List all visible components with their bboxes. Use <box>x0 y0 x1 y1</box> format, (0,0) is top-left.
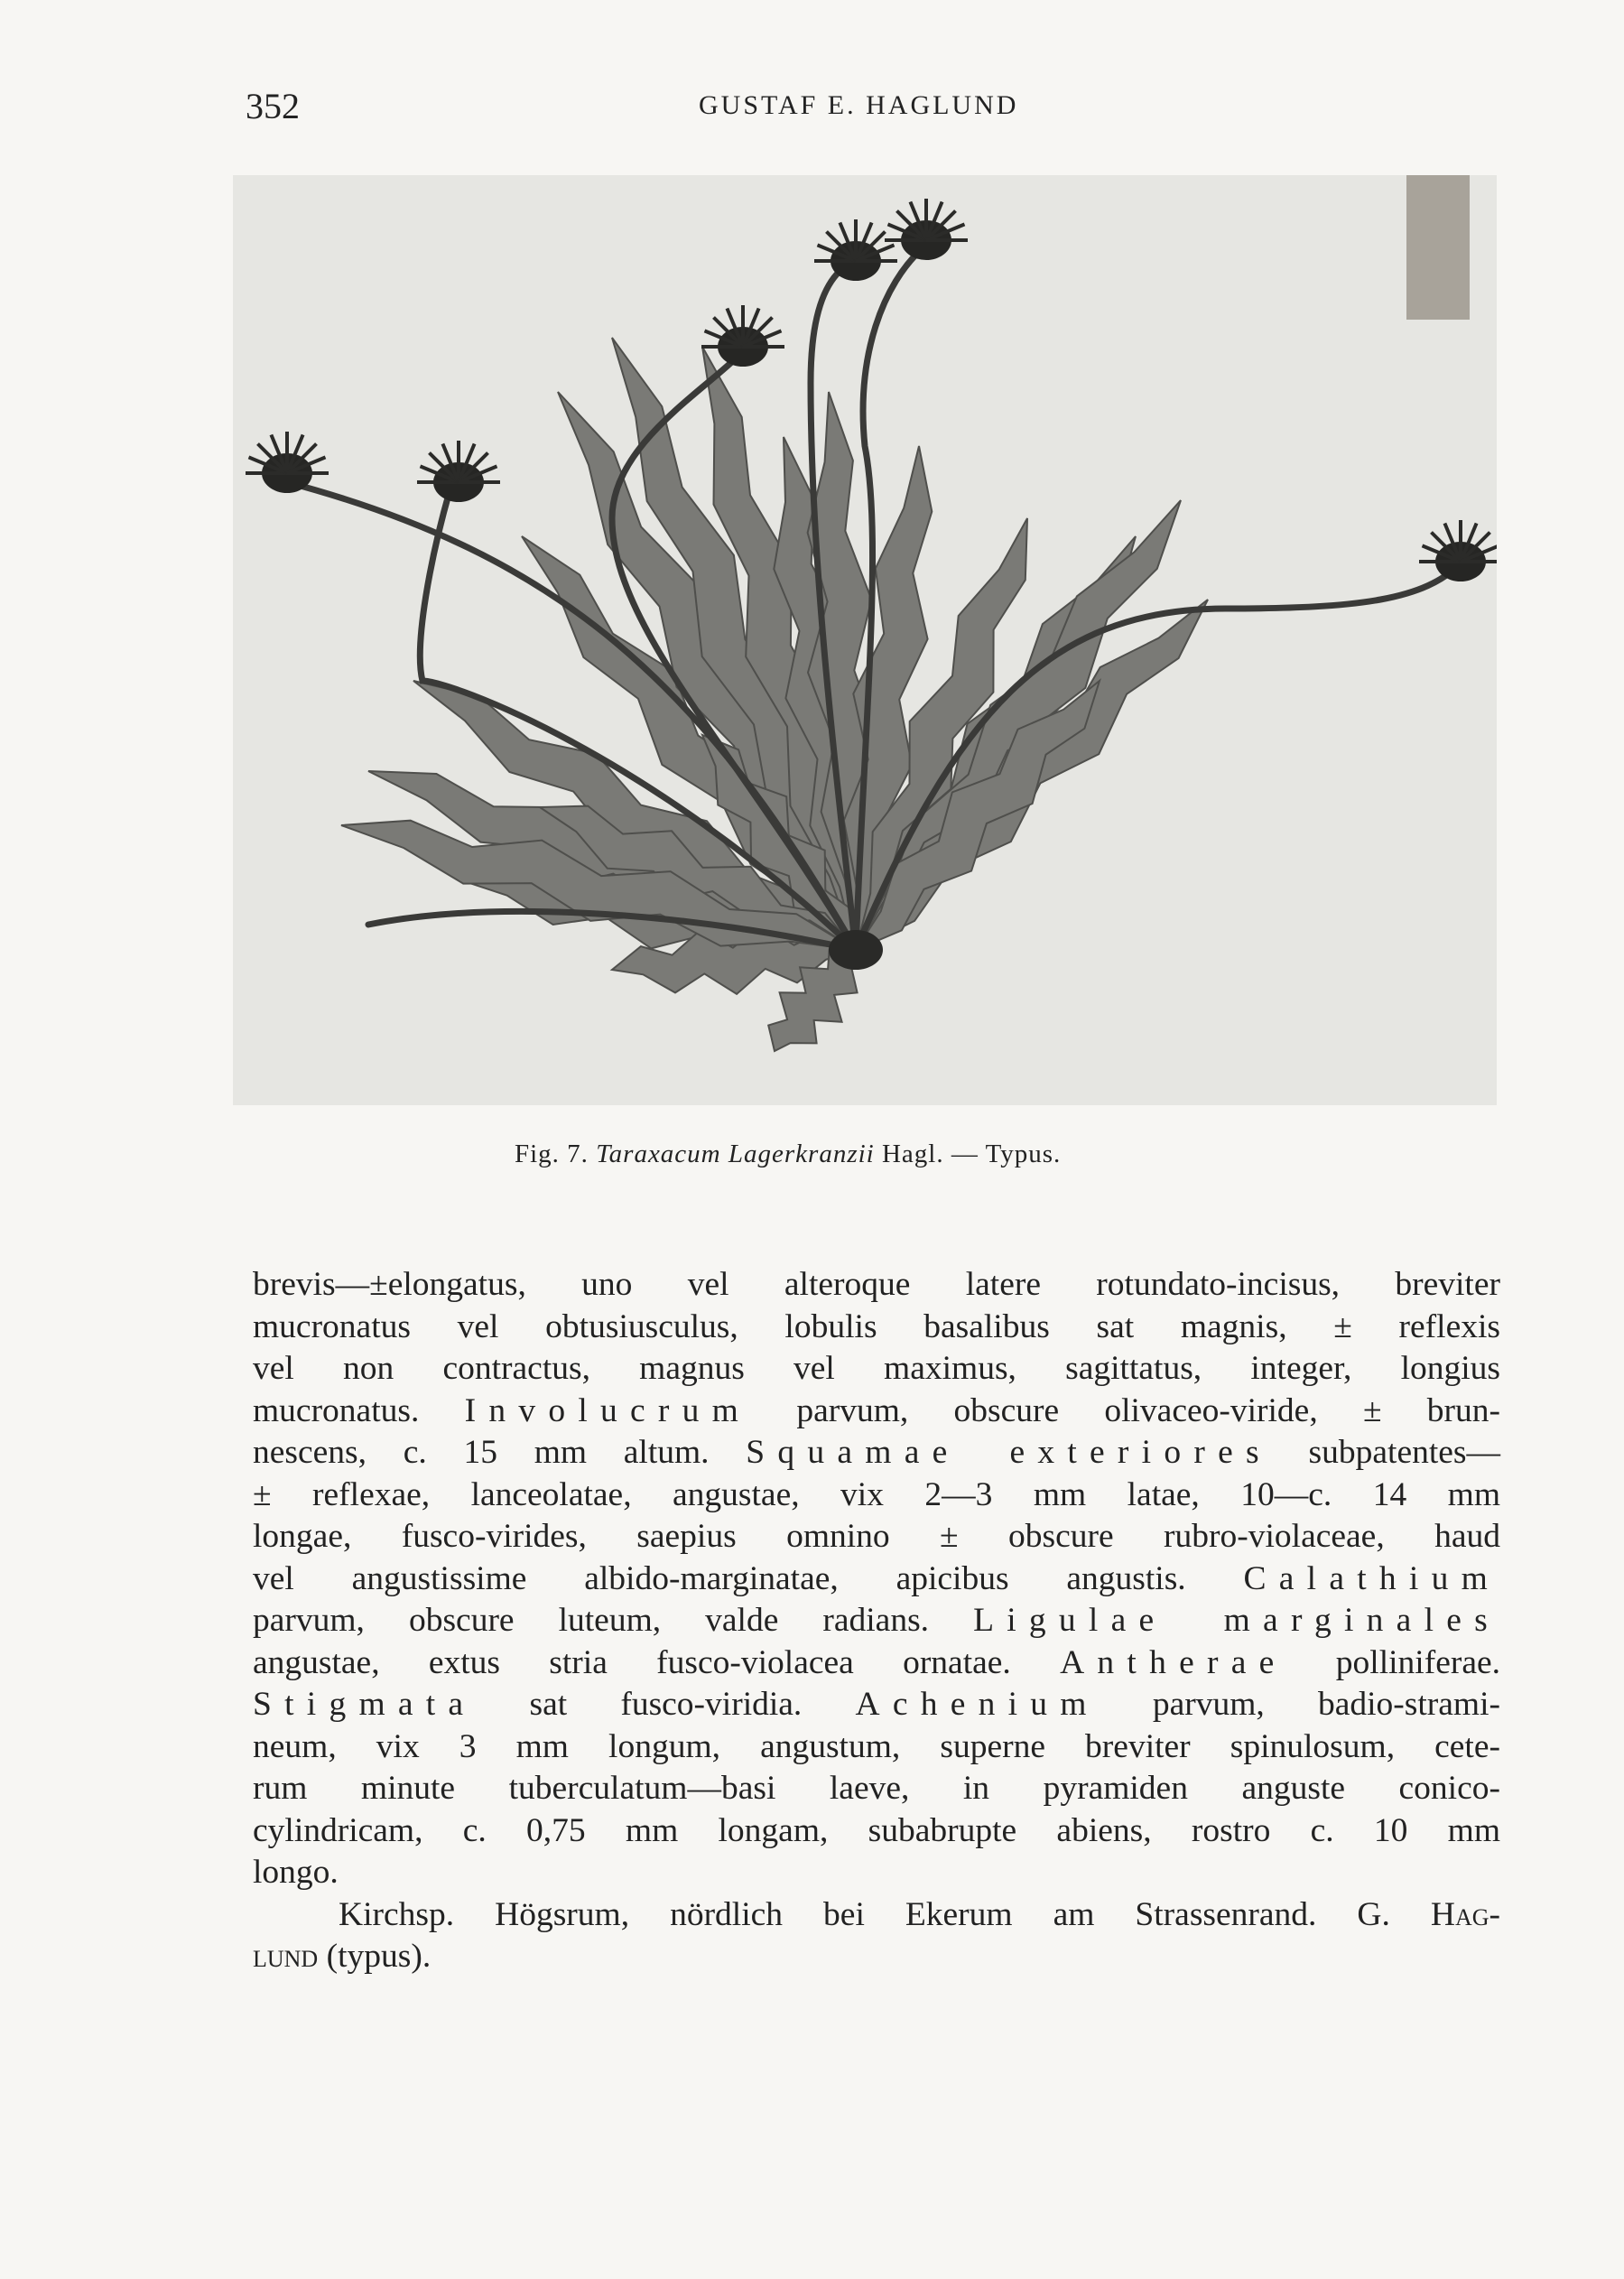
caption-dash: — <box>951 1140 979 1168</box>
text-line: neum, vix 3 mm longum, angustum, superne breviter spinulosum, cete- <box>253 1727 1500 1765</box>
text-line <box>253 1642 1500 1685</box>
text-line <box>253 1432 1500 1474</box>
author-name-smallcaps: lund <box>253 1938 319 1975</box>
specimen-photograph <box>233 175 1497 1105</box>
text-line: cylindricam, c. 0,75 mm longam, subabrupte abiens, rostro c. 10 mm <box>253 1811 1500 1849</box>
figure-label: Fig. 7. <box>515 1140 589 1168</box>
description-text <box>253 1264 1500 1978</box>
spaced-term-ligulae: Ligulae marginales <box>973 1602 1500 1639</box>
text-run: parvum, obscure luteum, valde radians. <box>253 1602 930 1639</box>
label-strip <box>1406 175 1470 320</box>
text-line: mucronatus vel obtusiusculus, lobulis basalibus sat magnis, ± reflexis <box>253 1307 1500 1345</box>
text-line: rum minute tuberculatum—basi laeve, in pyramiden anguste conico- <box>253 1770 1500 1807</box>
text-run: sat fusco-viridia. <box>529 1686 803 1723</box>
spaced-term-achenium: Achenium <box>855 1686 1100 1723</box>
type-label: Typus. <box>985 1140 1062 1168</box>
root-crown <box>829 930 883 970</box>
text-line: ± reflexae, lanceolatae, angustae, vix 2—3 mm latae, 10—c. 14 mm <box>253 1475 1500 1513</box>
text-line <box>253 1684 1500 1726</box>
species-author: Hagl. <box>881 1140 944 1168</box>
text-run: angustae, extus stria fusco-violacea ornatae. <box>253 1643 1011 1681</box>
species-name: Taraxacum Lagerkranzii <box>596 1140 875 1168</box>
text-run: subpatentes— <box>1308 1434 1501 1471</box>
spaced-term-squamae: Squamae exteriores <box>746 1434 1272 1471</box>
running-head: GUSTAF E. HAGLUND <box>699 90 1019 120</box>
text-line <box>253 1600 1500 1642</box>
dandelion-specimen-illustration <box>233 175 1497 1105</box>
spaced-term-stigmata: Stigmata <box>253 1686 477 1723</box>
text-line <box>253 1936 1500 1978</box>
text-line <box>253 1894 1500 1937</box>
text-run: mucronatus. <box>253 1391 420 1429</box>
author-name-smallcaps: Hag- <box>1430 1895 1501 1933</box>
text-line: brevis—±elongatus, uno vel alteroque latere rotundato-incisus, breviter <box>253 1266 1500 1303</box>
text-line: longae, fusco-virides, saepius omnino ± obscure rubro-violaceae, haud <box>253 1518 1500 1555</box>
text-run: (typus). <box>326 1938 432 1975</box>
spaced-term-calathium: Calathium <box>1243 1559 1500 1597</box>
text-line <box>253 1391 1500 1433</box>
spaced-term-antherae: Antherae <box>1060 1643 1287 1681</box>
text-run: parvum, badio-strami- <box>1152 1686 1500 1723</box>
text-run: vel angustissime albido-marginatae, apicibus angustis. <box>253 1559 1186 1597</box>
text-line: longo. <box>253 1854 339 1891</box>
spaced-term-involucrum: Involucrum <box>464 1391 752 1429</box>
text-line: vel non contractus, magnus vel maximus, sagittatus, integer, longius <box>253 1350 1500 1387</box>
page-number: 352 <box>246 86 300 126</box>
text-run: parvum, obscure olivaceo-viride, ± brun- <box>796 1391 1500 1429</box>
text-run: polliniferae. <box>1335 1643 1501 1681</box>
text-run: nescens, c. 15 mm altum. <box>253 1434 710 1471</box>
text-line <box>253 1558 1500 1601</box>
text-run: Kirchsp. Högsrum, nördlich bei Ekerum am Strassenrand. G. <box>339 1895 1390 1933</box>
figure-caption <box>515 1140 1061 1169</box>
